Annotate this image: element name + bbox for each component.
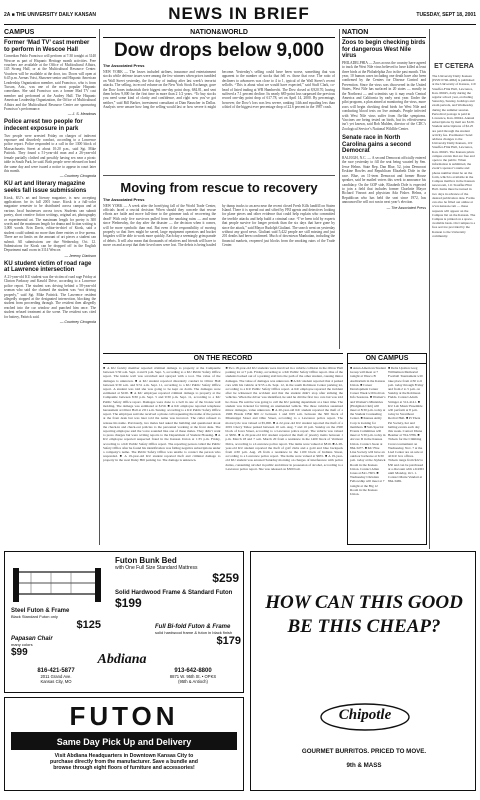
column-rule (429, 29, 430, 549)
nation-right-column (342, 29, 426, 349)
chipotle-logo: Chipotle (338, 707, 392, 723)
campus-story4-body: A 21-year-old KU student was the victim of road rage Friday at Clinton Parkway and Kasold Drive, according to a Lawrence police report. The student was driving behind a 58-year-old woman who said she claimed the student was “not driving properly,” said Sgt. Mike Pattrick. The Lawrence resident allegedly stopped at the designated intersection, blocking the student from proceeding through. The resident then allegedly reached into the car window and punched him once. The student refused treatment at the scene. The resident was cited for battery, Pattrick said. (4, 274, 96, 319)
et-cetera-body: The University Daily Kansan (ISSN 0746-4962) is published at the University of Kansas, 119 Stauffer-Flint Hall, Lawrence, Kan. 66045, daily during the regular school year, excluding Saturday, Sunday, holidays and exam periods, and Wednesday during the summer session. Periodical postage is paid in Lawrence, Kan. 66044. Annual subscriptions by mail are $120. Student subscriptions of $2.25 are paid through the student activity fee. Postmaster: Send address changes to the University Daily Kansan, 119 Stauffer-Flint Hall, Lawrence, Kan. 66045. The Kansan prints campus events that are free and open to the public. When information is submitted, the event’s sponsor’s name and phone number must be on the form, which is available in the Campus mailbox in the Kansan newsroom, 111 Stauffer-Flint Hall. Items must be turned in two days in advance of the desired publication date. Forms can also be filled out online at www.kansan.com — these requests will appear on the Campus list on the Kansan. The Campus is printed on a space-available basis. On Campus is a free service provided by the Kansan to the University community. (432, 74, 476, 238)
rescue-body: NEW YORK — A week after the horrifying fall of the World Trade Center, officials faced a crucial decision: When should they concede that rescue efforts are futile and move full-time to the grimmer task of recovering the dead? With only five survivors pulled from the smoking ruins — and none since Wednesday, the day after the disaster — the decision when it comes, will be more symbolic than real. But even if the responsibility of moving properly so that lives might be saved, large equipment operators and bucket brigades will be able to work more quickly. Each day a seemingly grim parade of debris. It will also mean that thousands of relatives and friends will have to move on and accept that their loved ones were lost. The debris is being hauled by dump trucks to an area near the recent closed Fresh Kills landfill on Staten Island. There it is spread out and sifted by FBI agents and detectives looking for plane pieces and other evidence that could help explain who committed the terrible attacks and help build a criminal case. “I’ve been told by experts that people survive for longer periods than the six days that have gone by since the attack,” said Mayor Rudolph Giuliani. The search went on yesterday without any good news. Giuliani said 5,422 people are still missing and just 201 deaths had been confirmed. Much of downtown Manhattan, including the financial markets, reopened just blocks from the smoking ruins of the Trade Center. (103, 203, 335, 248)
op-store-block (145, 668, 241, 684)
on-campus-col2: ■ Delta Upsilon Greg Williamson Memorial Football Tournament will take place from 4:30 to 6 p.m. today through Friday and from 2 to 5 p.m. on Sunday at the Robinson Fields. Contact Adam Stringer at 512-4141. ■ KU Lab Music Ensemble will perform at 8 p.m. today in Swarthout Recital Hall. ■ Pi Theta Psi Society, hot and hailing events each day this week. Contact Diana Beamer at 764-3786. ■ Tickets for the Climbing Crews tournament on Wednesday, Nov. 7 at the Lied Center are on sale at all KU box offices. Tickets range from $22 to $30 and can be purchased at a discount with a KUID until Monday, Oct. 1. Contact Marie Vandart at 864-3469. (388, 366, 424, 484)
on-the-record-col1: ■ A KU faculty member reported criminal damage to property at the Campanile between 5:30 a.m. Sept. 4 and 9 p.m. Sept. 5, according to a KU Public Safety Office report. The inside wall was scratched and sprayed with a tool. The value of the damages is unknown. ■ A KU student reported disorderly conduct in Oliver Hall between 9:30 a.m. and 9:31 a.m. Sept. 11, according to a KU Public Safety Office report. A student was told she was going to be kept on dorm. The damages were estimated at $100. ■ A KU employee reported criminal damage to property at the Campanile between 8:30 p.m. Sept. 5 and 9:30 p.m. Sept. 11, according to a KU Public Safety Office report. Damages were done to a bell in one of the bronze wall molding. The damage was estimated at $150. ■ A KU employee reported telephone harassment at Oliver Hall at 2:01 a.m. Sunday, according to a KU Public Safety Office report. The employee said she received a phone call requesting the name of the person at the front desk but was later told the name was incorrect. The caller refused to release his name. Previously, two males had asked the building and questioned about the check-in and check-out policies to the personnel working at the front desk. The reporting employee said the voice sounded like one of these males. They didn’t want to press charges but were writing reports to the Department of Student Housing. ■ A KU employee reported suspected fraud in the Kansan Union at 1:35 p.m. Friday, according to a KU Public Safety Office report. The reporting person called the Public Safety Office after he found his identification was falling negative subscriptions under a company’s name. The Public Safety Office was unable to contact the person who responded. ■ A 19-year-old KU student reported theft and criminal damage to property in the west Daisy Hill parking lot. The damage is unknown. (103, 366, 221, 463)
solid-hardwood-price: $199 (115, 596, 142, 610)
on-campus-box (347, 353, 427, 545)
steel-futon-block (11, 608, 101, 631)
nation-section-label: NATION (342, 29, 426, 38)
campus-story3-headline: KU art and literary magazine seeks fall issue submissions (4, 181, 87, 194)
bunk-bed-block (115, 556, 239, 585)
on-campus-col1: ■ Asian American Student Group will meet at 7 tonight at Wesco B Auditorium in the Kansas Union. ■ Career Development Center Career Week will hold an Info Sessions. ■ Women’s and Women’s Ministries (Hodgman Club) will meet at 8:30 p.m. today at the Student Counseling Center. ■ Kansas Army Corp is looking for members. ■ Sub-Special Events Committee will meet at 5:30 p.m. today in Alcove D in the Kansas Union. Contact Jason at 864-3477. ■ KU Fine Line Society will have an outdoor barbecue at 6:30 p.m. today at the Jayhawk Room in the Kansas Union. Contact Allen Jones at 841-7603. ■ Wednesday Christian Fellowship will meet at 7 tonight at the Big 12 Room in the Kansas Union. (350, 366, 386, 497)
rescue-agency: The Associated Press (103, 196, 145, 202)
zoo-body: PHILADELPHIA — Zoos across the country have agreed to track the West Nile virus believed to have killed at least three birds at the Philadelphia Zoo in the past month. This year, 10 human cases including one death have also been confirmed by the Centers for Disease Control and Prevention. Since the virus was discovered in the United States, West Nile has surfaced in 20 states — mostly in the Northeast — and scientists say it may reach Central America and California by early next year. Under the pilot program, a plan aimed at monitoring the virus, more zoos will begin checking dead birds for West Nile and conducting blood tests on live animals. People infected with West Nile virus suffer from flu-like symptoms. Vaccines are being tested on birds, but its effectiveness isn’t yet known, said Bob Mulden, director of the CDC’s Zoological Service’s National Wildlife Center. (342, 60, 426, 131)
page-title: NEWS IN BRIEF (168, 4, 310, 23)
futon-delivery-headline: FUTON (69, 701, 179, 731)
campus-story1-body: Comedian Pablo Francisco will perform at 7:30 tonight at 3140 Wescoe as part of Hispanic Heritage month activities. Free vouchers are available at the Office of Multicultural Affairs, 145 Strong Hall, or at the Multicultural Resource Center. Vouchers will be available at the door, too. Doors will open at 6:45 p.m. Arenas Voisi, Shawnee senior and Hispanic American Leadership Organization member, said Francisco, who is from Tucson, Ariz., was one of the most popular Hispanic comedians. She said Francisco was a former Mad TV cast member and performed at the Audrey Hall. The Hispanic American Leadership Organization, the Office of Multicultural Affairs and the Multicultural Resource Center are sponsoring Francisco’s performance. (4, 54, 96, 112)
bifold-label: Full Bi-fold Futon & Frame (155, 624, 231, 630)
campus-story3-byline: — Jeremy Clarkson (64, 253, 96, 258)
campus-story2-body: Two people were arrested Friday on charges of indecent exposure and disorderly conduct, according to a Lawrence police report. Police responded to a call in the 1300 block of Massachusetts Street at about 10:20 p.m., said Sgt. Mike Pattrick. They found a 51-year-old man and a 26-year-old female partially clothed and possibly having sex near a picnic table in South Park, he said. Both people were released on bond the same day and were issued a notice to appear in court later this month. (4, 133, 96, 173)
futon-delivery-ad (4, 697, 244, 791)
papasan-price: $99 (11, 647, 28, 658)
on-the-record-title: ON THE RECORD (103, 353, 343, 364)
story-divider (103, 175, 335, 176)
op-phone: 913-642-8800 (174, 668, 212, 674)
nation-world-column (103, 29, 335, 349)
kc-store-block (11, 668, 101, 684)
chipotle-headline-2: BE THIS CHEAP? (287, 616, 441, 637)
dow-headline: Dow drops below 9,000 (113, 40, 325, 61)
steel-futon-label: Steel Futon & Frame (11, 608, 70, 614)
steel-futon-sub: Black Standard Futon only (11, 614, 58, 619)
senate-headline: Senate race in North Carolina gains a second Democrat (342, 135, 412, 155)
chipotle-address: 9th & MASS (346, 762, 382, 769)
campus-story4-headline: KU student victim of road rage at Lawrence intersection (4, 260, 92, 274)
et-cetera-logo: ET CETERA (434, 63, 474, 70)
bunk-bed-price: $259 (212, 571, 239, 585)
rescue-headline: Moving from rescue to recovery (120, 179, 318, 195)
bunk-bed-label: Futon Bunk Bed (115, 556, 177, 565)
newspaper-page (4, 3, 476, 797)
papasan-block (11, 636, 71, 658)
on-campus-title: ON CAMPUS (348, 354, 426, 364)
futon-ad (4, 551, 244, 693)
campus-story2-byline: — Courtney Cicognola (59, 174, 96, 179)
chipotle-headline-1: HOW CAN THIS GOOD (265, 592, 463, 613)
papasan-label: Papasan Chair (11, 636, 53, 642)
bunk-bed-sub: with One Full Size Standard Mattress (115, 565, 198, 571)
kc-city: Kansas City, MO (40, 679, 72, 684)
column-rule (99, 29, 100, 545)
folio: 2A ■ THE UNIVERSITY DAILY KANSAN (4, 12, 96, 18)
steel-futon-price: $125 (76, 619, 101, 631)
campus-column (4, 29, 96, 545)
masthead (4, 3, 476, 25)
issue-date: TUESDAY, SEPT 18, 2001 (416, 12, 476, 18)
solid-hardwood-label: Solid Hardwood Frame & Standard Futon (115, 590, 233, 596)
column-rule (339, 29, 340, 349)
dow-agency: The Associated Press (103, 63, 145, 68)
chipotle-ad (250, 551, 476, 791)
on-the-record-box (103, 353, 343, 548)
solid-hardwood-block (115, 590, 239, 610)
campus-story1-byline: — J. S. Meadows (67, 112, 96, 117)
chipotle-tagline: GOURMET BURRITOS. PRICED TO MOVE. (301, 748, 427, 755)
futon-drawing-icon (11, 558, 107, 606)
papasan-sub: many colors (11, 642, 33, 647)
senate-byline: — The Associated Press (386, 205, 426, 210)
senate-body: RALEIGH, N.C. — A second Democrat officially entered the race yesterday to fill the seat being vacated by Sen. Jesse Helms. State Rep. Dan Blue, 52, joins Democrat Erskine Bowles and Republican Elizabeth Dole in the race. Blue, an 11-term Democrat and former House speaker, said he mailed voters this week to announce his candidacy. On the GOP side, Elizabeth Dole is expected to join a field that includes former Charlotte Mayor Richard Vinroot and physician Ada Fisher. Helms, a Republican who has held the seat since 1972, has announced he will not run in next year’s election. (342, 156, 426, 205)
bifold-sub: solid hardwood frame & futon in black finish (155, 630, 233, 635)
bifold-block (155, 624, 241, 647)
op-address: 8871 W. 95th St. • OPKS (169, 674, 217, 679)
op-address-cross: (95th & Antioch) (178, 679, 208, 684)
abdiana-logo: Abdiana (97, 652, 147, 667)
dow-body: NEW YORK — The losses included airlines, insurance and entertainment stocks while defense issues were among the few winners when prices tumbled on Wall Street yesterday, the first day of trading after last week’s terrorist attacks. The selling, in record volume on the New York Stock Exchange, gave the Dow Jones industrials their biggest one-day point drop, 684.81, and sent them below 9,000 for the first time in more than 2 1/2 years. “To buy stocks you need some kind of clarity and confidence, and right now you’ve got neither,” said Bill Barker, investment consultant at Dian Bauscher in Dallas. Analysts were unsure how long the selling would last or how severe it might become. Yesterday’s selling could have been worse, something that was apparent to the number of stocks that fell vs. those that rose. The ratio of decliners to advancers was close to 4 to 1, typical of the Wall Street’s recent selloffs. “This is about what we would have expected,” said Stuff Clark, co-head of listed trading at WR Hambrecht. The Dow closed at 8,920.70, having suffered a 7.1 percent decline. Its nearly 685-point loss surpassed the previous record one-day point drop of 617.78, set on April 14, 2000. By percentage, however, the Dow’s loss was less severe, ranking 14th and equaling less than a third of the biggest ever percentage drop of 22.6 percent in the 1987 crash. (103, 70, 335, 110)
campus-story1-headline: Former ‘Mad TV’ cast member to perform in Wescoe Hall (4, 40, 90, 53)
delivery-banner (11, 732, 237, 750)
campus-story4-byline: — Courtney Cicognola (59, 320, 96, 325)
campus-story2-headline: Police arrest two people for indecent exposure in park (4, 119, 83, 133)
delivery-line2: purchase directly from the manufacturer. Save a bundle and (50, 759, 198, 765)
zoo-headline: Zoos to begin checking birds for dangerous West Nile virus (342, 40, 426, 60)
kc-phone: 816-421-5877 (37, 668, 75, 674)
delivery-line1: Visit Abdiana Headquarters in Downtown Kansas City to (54, 753, 194, 759)
kc-address: 2011 Grand Ave. (40, 674, 72, 679)
et-cetera-sidebar (432, 63, 476, 543)
on-the-record-col2: ■ Two 18-year-old KU students were involved in a vehicle collision in the Oliver Hall parking lot at 7 p.m. Friday, according to a KU Public Safety Office report. One of the students backed out of a parking stall into the path of the other student, causing minor damages. The value of damages was unknown. ■ A KU student reported that 4 parked cars with his vehicle at 9:55 a.m. Sept. 12, in the south Robinson Center parking lot, according to a KU Public Safety Office report. A KU employee reported the incident after he witnessed the accident and that the student didn’t stop after striking the vehicles. When the driver was identified, he said he did the first two cars but was told he chose. He said he was going to call the KU parking department at a later time. The student was ticketed for hitting an unattended vehicle. The three vehicles sustained minor damages, value unknown. ■ A 20-year-old KU student reported the theft of a 1996 Honda CBR 600 cc between 1 and 9:05 a.m. between the 500 block of Mississippi Street and Ohio Street, according to a Lawrence police report. The motorcycle was valued at $5,000. ■ A 22-year-old KU student reported the theft of a 2001 Chevy Tahoe parked between 10 a.m. Aug. 7 and 10 p.m. Sunday on the 2300 block of Iowa Street, according to a Lawrence police report. The vehicle was valued at $650. ■ A 20-year-old KU student reported the theft of jewelry items between 1 p.m. March 18 and 7 a.m. March 20 from a residence in the 1400 block of Vermont Drive, according to a Lawrence police report. The items were valued at $810. ■ A 28-year-old KU student reported the theft of golf clubs and a gold and blue backpack from 4:30 p.m. Aug. 26 from a residence in the 1100 block of Indiana Street, according to a Lawrence police report. The items were valued at $655. ■ A 19-year-old KU student was arrested Saturday morning on charges of interference with police duties, consuming alcohol in public and minor in possession of alcohol, according to a Lawrence police report. She was released on $300 bail. (225, 366, 343, 471)
delivery-tagline: Same Day Pick Up and Delivery (56, 737, 192, 747)
campus-section-label: CAMPUS (4, 29, 96, 38)
delivery-line3: browse through eight floors of furniture and accessories! (53, 765, 195, 771)
bifold-price: $179 (216, 635, 241, 647)
nation-world-section-label: NATION&WORLD (103, 29, 335, 38)
campus-story3-body: Kiosk, KU’s art and literary magazine, is now accepting applications for its fall 2001 issue. Kiosk is a full-color magazine semester to be distributed across campus and at various local businesses across town. Students can submit poetry, short creative fiction writings, original art, photography or experimental art. The maximum length for poetry is 300 words and the maximum length for drama and fiction writing is 3,000 words. Erin Davis, editor-in-chief of Kiosk, said a student could submit no more than three entries or five poems. There are no limits on the amount of art pieces a student can submit. All submissions are due Wednesday, Oct. 12. Submissions for Kiosk can be dropped off in the English Department mail room in 3114 Wescoe. (4, 195, 96, 253)
